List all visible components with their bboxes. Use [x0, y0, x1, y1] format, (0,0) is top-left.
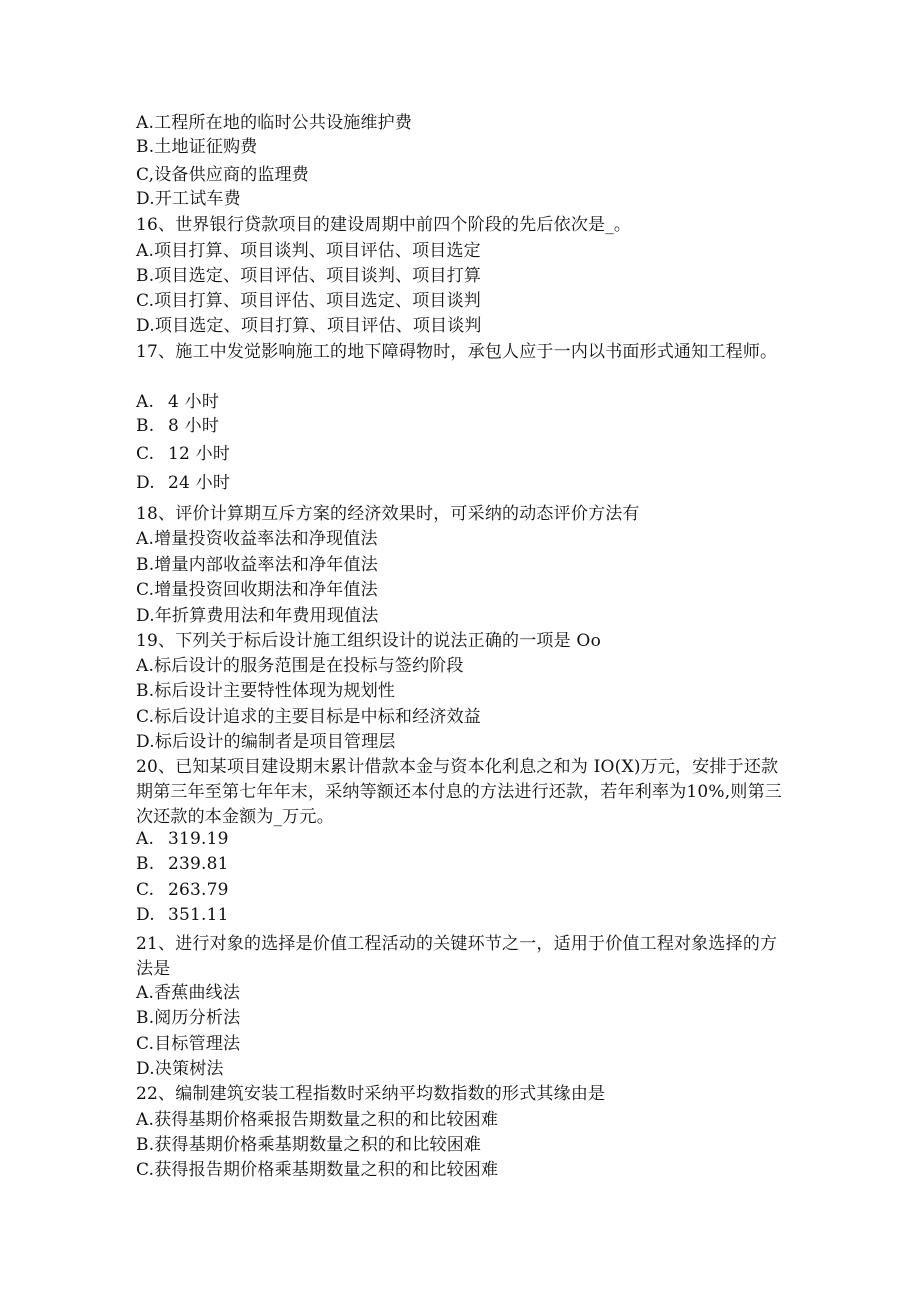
option-a-prev: A.工程所在地的临时公共设施维护费 — [136, 113, 413, 133]
option-label: B. — [136, 416, 155, 436]
question-20-option-a — [136, 828, 229, 850]
option-text: 351.11 — [168, 905, 229, 925]
question-17-option-d — [136, 472, 230, 494]
option-text: 239.81 — [168, 854, 229, 874]
option-text: 8 小时 — [168, 416, 220, 436]
question-17-option-c — [136, 443, 230, 465]
question-18-option-a: A.增量投资收益率法和净现值法 — [136, 529, 378, 549]
question-19-stem: 19、下列关于标后设计施工组织设计的说法正确的一项是 Oo — [136, 631, 602, 651]
option-text: 24 小时 — [168, 473, 231, 493]
question-18-stem: 18、评价计算期互斥方案的经济效果时，可采纳的动态评价方法有 — [136, 504, 640, 524]
question-20-option-b — [136, 853, 229, 875]
option-b-prev: B.土地证征购费 — [136, 137, 258, 157]
option-c-prev: C,设备供应商的监理费 — [136, 165, 310, 185]
question-22-stem: 22、编制建筑安装工程指数时采纳平均数指数的形式其缘由是 — [136, 1084, 606, 1104]
question-21-option-b: B.阅历分析法 — [136, 1008, 241, 1028]
question-19-option-d: D.标后设计的编制者是项目管理层 — [136, 732, 396, 752]
question-17-option-a — [136, 391, 219, 413]
question-20-stem: 20、已知某项目建设期末累计借款本金与资本化利息之和为 IO(X)万元，安排于还款期第三年至第七年年末，采纳等额还本付息的方法进行还款，若年利率为10%,则第三次还款的本金额为_万元。 — [136, 757, 782, 827]
option-d-prev: D.开工试车费 — [136, 189, 241, 209]
question-18-option-d: D.年折算费用法和年费用现值法 — [136, 606, 379, 626]
question-18-option-c: C.增量投资回收期法和净年值法 — [136, 580, 378, 600]
option-label: B. — [136, 854, 155, 874]
option-label: A. — [136, 829, 155, 849]
question-20-option-c — [136, 879, 229, 901]
question-21-option-d: D.决策树法 — [136, 1059, 224, 1079]
question-16-option-c: C.项目打算、项目评估、项目选定、项目谈判 — [136, 291, 482, 311]
question-21-option-a: A.香蕉曲线法 — [136, 983, 241, 1003]
option-label: C. — [136, 444, 155, 464]
question-19-option-b: B.标后设计主要特性体现为规划性 — [136, 681, 396, 701]
question-16-option-b: B.项目选定、项目评估、项目谈判、项目打算 — [136, 266, 482, 286]
option-text: 263.79 — [168, 880, 229, 900]
question-22-option-b: B.获得基期价格乘基期数量之积的和比较困难 — [136, 1135, 482, 1155]
question-16-option-d: D.项目选定、项目打算、项目评估、项目谈判 — [136, 316, 482, 336]
question-16-option-a: A.项目打算、项目谈判、项目评估、项目选定 — [136, 241, 481, 261]
question-22-option-c: C.获得报告期价格乘基期数量之积的和比较困难 — [136, 1160, 499, 1180]
question-19-option-a: A.标后设计的服务范围是在投标与签约阶段 — [136, 656, 464, 676]
question-21-option-c: C.目标管理法 — [136, 1034, 241, 1054]
option-label: D. — [136, 905, 155, 925]
option-text: 319.19 — [168, 829, 229, 849]
option-label: C. — [136, 880, 155, 900]
option-text: 4 小时 — [168, 392, 220, 412]
option-label: A. — [136, 392, 155, 412]
question-17-option-b — [136, 415, 219, 437]
question-19-option-c: C.标后设计追求的主要目标是中标和经济效益 — [136, 707, 482, 727]
option-label: D. — [136, 473, 155, 493]
question-17-stem: 17、施工中发觉影响施工的地下障碍物时，承包人应于一内以书面形式通知工程师。 — [136, 342, 778, 362]
question-21-stem: 21、进行对象的选择是价值工程活动的关键环节之一，适用于价值工程对象选择的方法是 — [136, 934, 778, 979]
option-text: 12 小时 — [168, 444, 231, 464]
question-22-option-a: A.获得基期价格乘报告期数量之积的和比较困难 — [136, 1110, 499, 1130]
question-20-option-d — [136, 904, 229, 926]
question-16-stem: 16、世界银行贷款项目的建设周期中前四个阶段的先后依次是_。 — [136, 215, 632, 235]
question-18-option-b: B.增量内部收益率法和净年值法 — [136, 555, 378, 575]
